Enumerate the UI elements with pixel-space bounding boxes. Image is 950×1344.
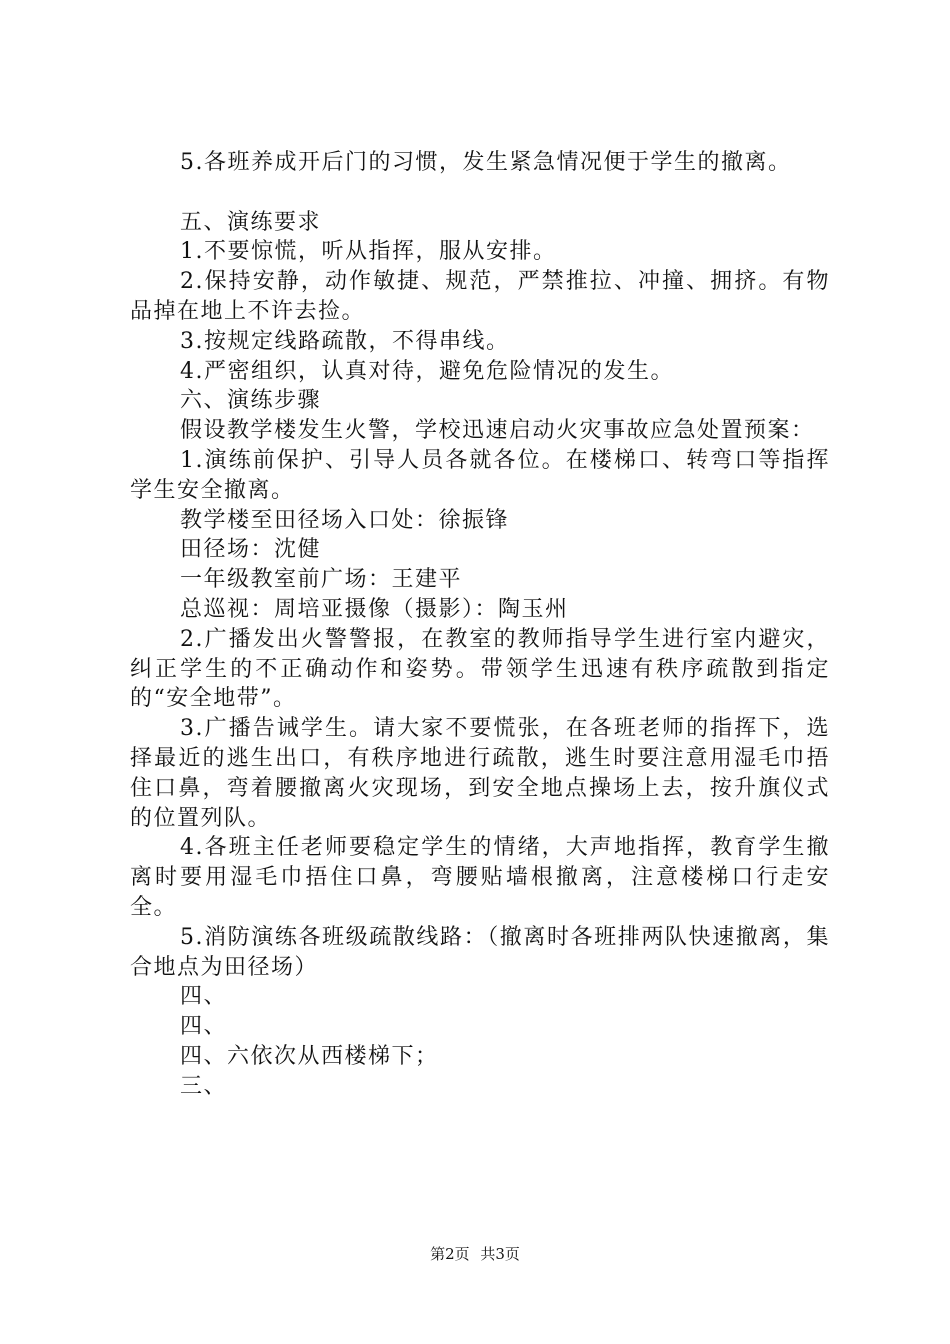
paragraph: 一年级教室前广场：王建平 [180,567,463,593]
paragraph: 5.消防演练各班级疏散线路：（撤离时各班排两队快速撤离，集合地点为田径场） [130,924,830,980]
paragraph: 四、 [180,984,228,1010]
section-heading: 五、演练要求 [180,209,322,235]
paragraph: 2.广播发出火警警报，在教室的教师指导学生进行室内避灾，纠正学生的不正确动作和姿势。带领学生迅速有秩序疏散到指定的“安全地带”。 [130,626,830,712]
paragraph: 2.保持安静，动作敏捷、规范，严禁推拉、冲撞、拥挤。有物品掉在地上不许去捡。 [130,269,830,324]
page-total: 共3页 [480,1245,520,1263]
paragraph: 4.严密组织，认真对待，避免危险情况的发生。 [180,358,674,384]
paragraph: 1.不要惊慌，听从指挥，服从安排。 [180,239,557,265]
paragraph: 三、 [180,1073,228,1099]
paragraph: 教学楼至田径场入口处：徐振锋 [180,507,510,533]
body-text [130,148,830,1102]
section-heading: 六、演练步骤 [180,388,322,414]
paragraph: 3.按规定线路疏散，不得串线。 [180,328,510,354]
paragraph: 四、六依次从西楼梯下； [180,1043,439,1069]
paragraph: 总巡视：周培亚摄像（摄影）：陶玉州 [180,596,569,622]
paragraph: 1.演练前保护、引导人员各就各位。在楼梯口、转弯口等指挥学生安全撤离。 [130,447,830,503]
page-number: 第2页 [430,1245,470,1263]
blank-line [130,178,830,208]
paragraph: 4.各班主任老师要稳定学生的情绪，大声地指挥，教育学生撤离时要用湿毛巾捂住口鼻，弯腰贴墙根撤离，注意楼梯口行走安全。 [130,835,830,920]
paragraph: 3.广播告诫学生。请大家不要慌张，在各班老师的指挥下，选择最近的逃生出口，有秩序地进行疏散，逃生时要注意用湿毛巾捂住口鼻，弯着腰撤离火灾现场，到安全地点操场上去，按升旗仪式的位置列队。 [130,716,830,831]
paragraph: 5.各班养成开后门的习惯，发生紧急情况便于学生的撤离。 [180,150,792,175]
page-footer [0,1243,950,1264]
paragraph: 假设教学楼发生火警，学校迅速启动火灾事故应急处置预案： [180,418,815,444]
paragraph: 田径场：沈健 [180,537,322,563]
paragraph: 四、 [180,1014,228,1040]
